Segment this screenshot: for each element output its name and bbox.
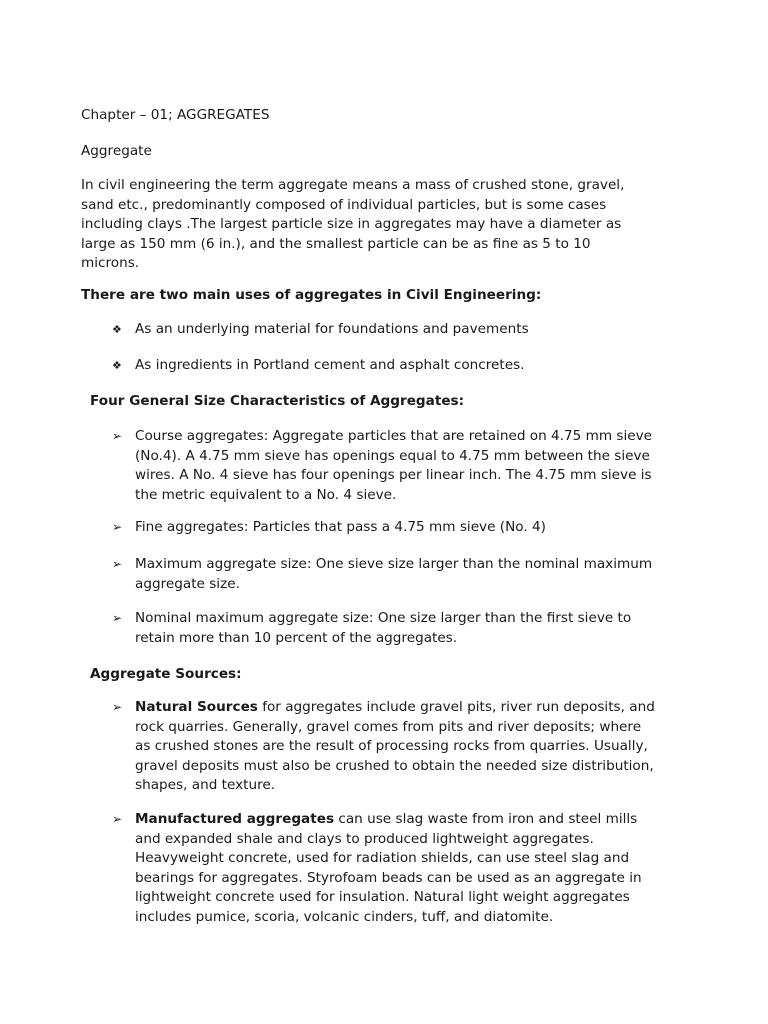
aggregate-heading: Aggregate (81, 143, 152, 159)
size-item-text: Nominal maximum aggregate size: One size larger than the first sieve to retain more than 10 percent of the aggregates. (135, 610, 632, 646)
size-item-text: Fine aggregates: Particles that pass a 4.75 mm sieve (No. 4) (135, 519, 546, 535)
source-item-text (135, 810, 657, 927)
list-item (112, 518, 657, 538)
source-item-text (135, 698, 657, 796)
list-item (112, 427, 657, 505)
arrow-bullet-icon: ➢ (112, 611, 123, 625)
sources-heading: Aggregate Sources: (90, 666, 242, 682)
diamond-bullet-icon: ❖ (112, 323, 122, 336)
list-item (112, 555, 657, 594)
source-item-bold-label: Manufactured aggregates (135, 811, 335, 827)
size-item-text: Course aggregates: Aggregate particles that are retained on 4.75 mm sieve (No.4). A 4.75 mm sieve has openings equal to 4.75 mm between the sieve wires. A No. 4 sieve has four openings per linear inch. The 4.75 mm sieve is the metric equivalent to a No. 4 sieve. (135, 428, 653, 503)
source-item-bold-label: Natural Sources (135, 699, 258, 715)
chapter-title: Chapter – 01; AGGREGATES (81, 107, 270, 123)
intro-paragraph: In civil engineering the term aggregate means a mass of crushed stone, gravel, sand etc., predominantly composed of individual particles, but is some cases including clays .The largest particle size in aggregates may have a diameter as large as 150 mm (6 in.), and the smallest particle can be as fine as 5 to 10 microns. (81, 177, 625, 271)
list-item (112, 356, 657, 376)
diamond-bullet-icon: ❖ (112, 359, 122, 372)
use-item-text: As ingredients in Portland cement and asphalt concretes. (135, 357, 525, 373)
list-item (112, 320, 657, 340)
arrow-bullet-icon: ➢ (112, 812, 123, 826)
source-item-body: for aggregates include gravel pits, river run deposits, and rock quarries. Generally, gravel comes from pits and river deposits; where as crushed stones are the result of processing rocks from quarries. Usually, gravel deposits must also be crushed to obtain the needed size distribution, shapes, and texture. (135, 699, 655, 793)
list-item (112, 609, 657, 648)
source-item-body: can use slag waste from iron and steel mills and expanded shale and clays to produced lightweight aggregates. Heavyweight concrete, used for radiation shields, can use steel slag and bearings for aggregates. Styrofoam beads can be used as an aggregate in lightweight concrete used for insulation. Natural light weight aggregates includes pumice, scoria, volcanic cinders, tuff, and diatomite. (135, 811, 642, 925)
arrow-bullet-icon: ➢ (112, 557, 123, 571)
arrow-bullet-icon: ➢ (112, 700, 123, 714)
size-characteristics-heading: Four General Size Characteristics of Aggregates: (90, 393, 465, 409)
arrow-bullet-icon: ➢ (112, 429, 123, 443)
list-item (112, 698, 657, 796)
uses-heading: There are two main uses of aggregates in Civil Engineering: (81, 287, 542, 303)
size-item-text: Maximum aggregate size: One sieve size larger than the nominal maximum aggregate size. (135, 556, 653, 592)
list-item (112, 810, 657, 927)
use-item-text: As an underlying material for foundations and pavements (135, 321, 529, 337)
arrow-bullet-icon: ➢ (112, 520, 123, 534)
